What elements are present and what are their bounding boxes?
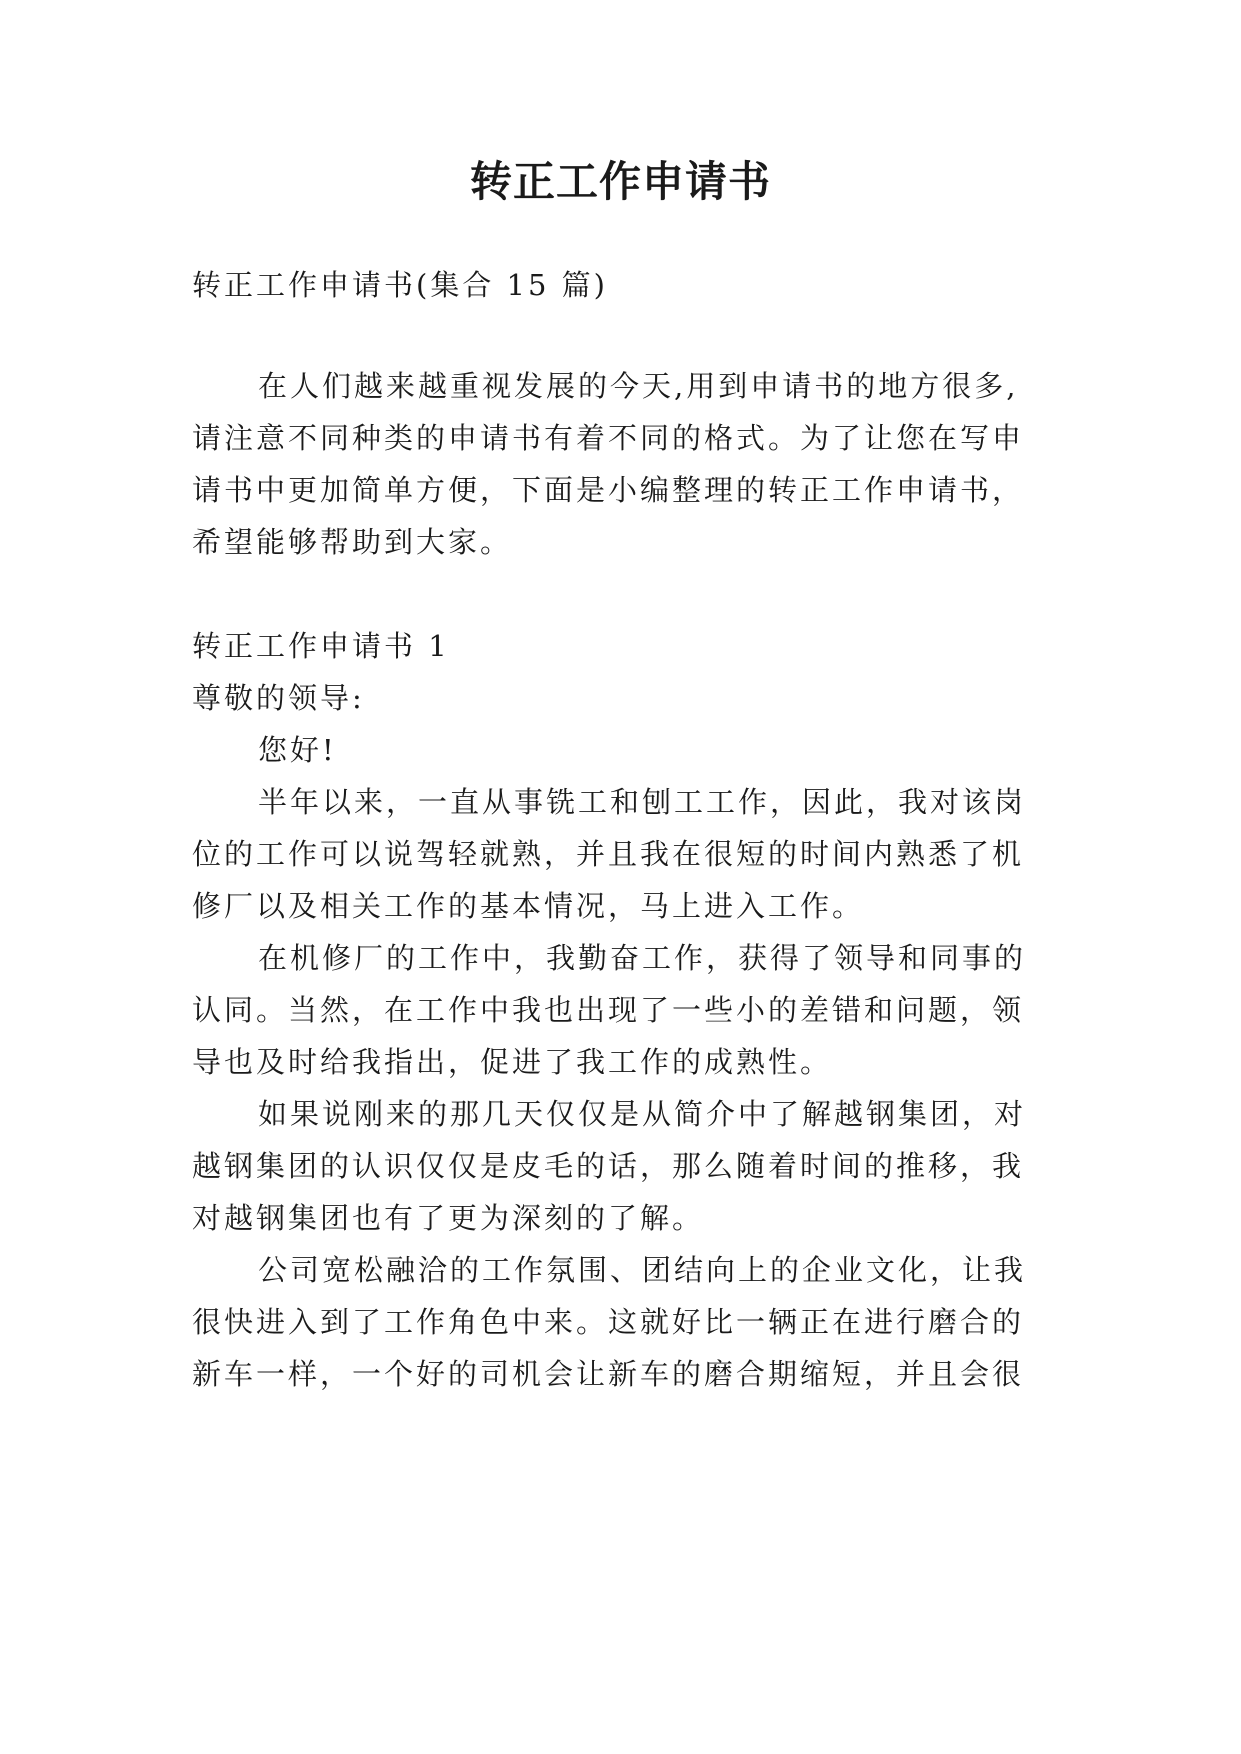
- body-line: 修厂以及相关工作的基本情况，马上进入工作。: [192, 889, 865, 923]
- body-line: 在机修厂的工作中，我勤奋工作，获得了领导和同事的: [258, 941, 1027, 975]
- body-line: 越钢集团的认识仅仅是皮毛的话，那么随着时间的推移，我: [192, 1149, 1025, 1183]
- document-subtitle: 转正工作申请书(集合 15 篇): [192, 268, 608, 302]
- body-line: 半年以来，一直从事铣工和刨工工作，因此，我对该岗: [258, 785, 1027, 819]
- greeting: 您好!: [258, 733, 337, 767]
- body-line: 导也及时给我指出，促进了我工作的成熟性。: [192, 1045, 833, 1079]
- intro-line: 希望能够帮助到大家。: [192, 525, 513, 559]
- document-title: 转正工作申请书: [469, 157, 771, 206]
- body-line: 公司宽松融洽的工作氛围、团结向上的企业文化，让我: [258, 1253, 1027, 1287]
- body-line: 位的工作可以说驾轻就熟，并且我在很短的时间内熟悉了机: [192, 837, 1025, 871]
- intro-line: 在人们越来越重视发展的今天,用到申请书的地方很多,: [258, 369, 1019, 403]
- body-line: 很快进入到了工作角色中来。这就好比一辆正在进行磨合的: [192, 1305, 1025, 1339]
- body-line: 认同。当然，在工作中我也出现了一些小的差错和问题，领: [192, 993, 1025, 1027]
- body-line: 新车一样，一个好的司机会让新车的磨合期缩短，并且会很: [192, 1357, 1025, 1391]
- section-heading: 转正工作申请书 1: [192, 629, 450, 663]
- body-line: 如果说刚来的那几天仅仅是从简介中了解越钢集团，对: [258, 1097, 1027, 1131]
- intro-line: 请注意不同种类的申请书有着不同的格式。为了让您在写申: [192, 421, 1025, 455]
- salutation: 尊敬的领导:: [192, 681, 365, 715]
- body-line: 对越钢集团也有了更为深刻的了解。: [192, 1201, 705, 1235]
- intro-line: 请书中更加简单方便，下面是小编整理的转正工作申请书，: [192, 473, 1025, 507]
